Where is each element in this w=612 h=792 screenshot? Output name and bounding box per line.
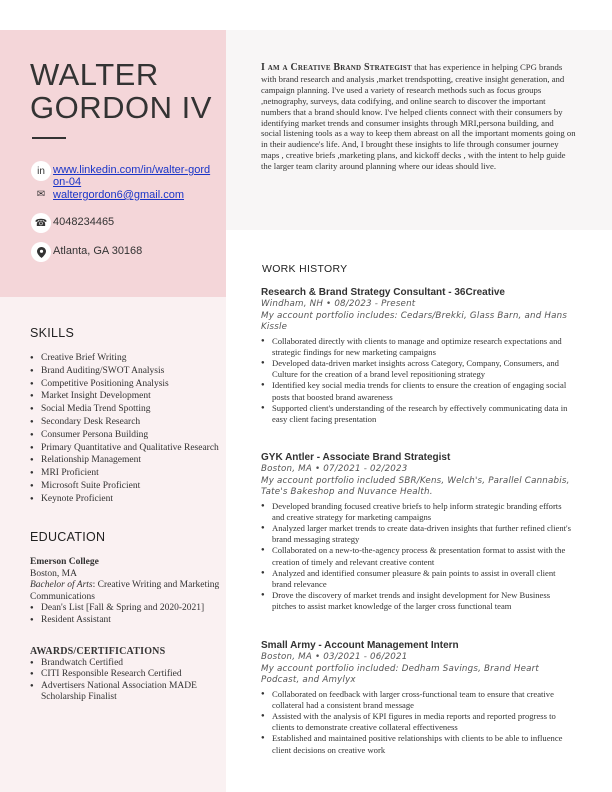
location-text: Atlanta, GA 30168 [53, 245, 143, 257]
degree-type: Bachelor of Arts [30, 580, 93, 591]
linkedin-link[interactable]: www.linkedin.com/in/walter-gordon-04 [53, 164, 211, 188]
first-name: WALTER [30, 57, 159, 92]
work-history-heading: WORK HISTORY [262, 263, 348, 275]
envelope-icon: ✉ [36, 188, 46, 200]
email-link[interactable]: waltergordon6@gmail.com [53, 189, 185, 201]
professional-summary [261, 62, 576, 172]
job-entry [261, 286, 576, 425]
skill-item: ● MRI Proficient [30, 467, 220, 480]
skills-heading: SKILLS [30, 326, 75, 340]
candidate-name [30, 58, 212, 124]
award-item: ● Brandwatch Certified [30, 658, 220, 670]
skill-item: ● Social Media Trend Spotting [30, 403, 220, 416]
linkedin-icon: in [31, 161, 51, 181]
skill-item: ● Secondary Desk Research [30, 416, 220, 429]
job-bullet: ● Supported client's understanding of the research by effectively communicating data in easy client facing presentation [261, 403, 576, 425]
job-title: Research & Brand Strategy Consultant - 36Creative [261, 287, 505, 298]
skill-item: ● Competitive Positioning Analysis [30, 378, 220, 391]
education-heading: EDUCATION [30, 530, 106, 544]
job-bullet: ● Assisted with the analysis of KPI figures in media reports and reported progress to clients to demonstrate creative collateral effectiveness [261, 711, 576, 733]
school-name: Emerson College [30, 557, 99, 567]
job-title: Small Army - Account Management Intern [261, 640, 459, 651]
awards-list [30, 658, 220, 704]
skill-item: ● Primary Quantitative and Qualitative Research [30, 442, 220, 455]
skill-item: ● Consumer Persona Building [30, 429, 220, 442]
education-entry [30, 557, 220, 627]
job-title: GYK Antler - Associate Brand Strategist [261, 452, 451, 463]
skills-list [30, 352, 220, 506]
phone-number: 4048234465 [53, 216, 115, 228]
job-location-dates: Windham, NH • 08/2023 - Present [261, 299, 416, 309]
job-bullet: ● Collaborated directly with clients to manage and optimize research expectations and strategic findings for new marketing campaigns [261, 336, 576, 358]
job-portfolio: My account portfolio includes: Cedars/Brekki, Glass Barn, and Hans Kissle [261, 310, 568, 332]
skill-item: ● Relationship Management [30, 454, 220, 467]
job-bullet: ● Analyzed and identified consumer pleasure & pain points to assist in overall client brand relevance [261, 568, 576, 590]
job-bullet: ● Identified key social media trends for clients to ensure the creation of engaging social posts that boosted brand awareness [261, 380, 576, 402]
job-responsibilities [261, 689, 576, 756]
job-bullet: ● Developed branding focused creative briefs to help inform strategic branding efforts and creative strategy for marketing campaigns [261, 501, 576, 523]
degree-field: : Creative Writing and Marketing Communications [30, 580, 220, 602]
awards-heading: AWARDS/CERTIFICATIONS [30, 646, 166, 657]
job-location-dates: Boston, MA • 03/2021 - 06/2021 [261, 652, 408, 662]
summary-body: that has experience in helping CPG brands with brand research and analysis ,market trendspotting, creative insight generation, and campaign planning. I've used a variety of research methods such as focus groups ,netnography, surveys, data codifying, and online search to discover the important numbers that a brand should know. I've helped clients connect with their consumers by identifying market trends and consumer insights through MRI,persona building, and social listening tools as a way to keep them abreast on all the important moments going on in their audience's life. And, I brought these insights to life through consumer journey maps , creative briefs ,marketing plans, and kickoff decks , with the intent to help guide the larger team clarity around planning where our ideas should live. [261, 62, 576, 172]
last-name: GORDON IV [30, 90, 212, 125]
job-bullet: ● Drove the discovery of market trends and insight development for New Business pitches to assist market knowledge of the larger cross functional team [261, 590, 576, 612]
honor-item: ● Resident Assistant [30, 615, 220, 627]
job-portfolio: My account portfolio included: Dedham Savings, Brand Heart Podcast, and Amylyx [261, 663, 540, 685]
job-entry [261, 639, 576, 756]
job-bullet: ● Established and maintained positive relationships with clients to be able to influence client decisions on creative work [261, 733, 576, 755]
phone-icon: ☎ [31, 213, 51, 233]
job-portfolio: My account portfolio included SBR/Kens, Welch's, Parallel Cannabis, Tate's Bakeshop and Nuvance Health. [261, 475, 570, 497]
school-location: Boston, MA [30, 568, 77, 579]
location-pin-icon [31, 242, 51, 262]
award-item: ● CITI Responsible Research Certified [30, 669, 220, 681]
honor-item: ● Dean's List [Fall & Spring and 2020-2021] [30, 603, 220, 615]
job-location-dates: Boston, MA • 07/2021 - 02/2023 [261, 464, 408, 474]
summary-lead: I am a Creative Brand Strategist [261, 62, 412, 73]
skill-item: ● Creative Brief Writing [30, 352, 220, 365]
job-bullet: ● Collaborated on a new-to-the-agency process & presentation format to assist with the creation of timely and relevant creative content [261, 545, 576, 567]
award-item: ● Advertisers National Association MADE Scholarship Finalist [30, 681, 220, 704]
skill-item: ● Market Insight Development [30, 390, 220, 403]
name-divider [32, 137, 66, 139]
job-bullet: ● Developed data-driven market insights across Category, Company, Consumers, and Culture for the creation of a brand level repositioning strategy [261, 358, 576, 380]
job-responsibilities [261, 501, 576, 613]
skill-item: ● Brand Auditing/SWOT Analysis [30, 365, 220, 378]
honors-list [30, 603, 220, 626]
degree [30, 580, 220, 603]
job-bullet: ● Analyzed larger market trends to create data-driven insights that further refined client's brand messaging strategy [261, 523, 576, 545]
skill-item: ● Microsoft Suite Proficient [30, 480, 220, 493]
job-bullet: ● Collaborated on feedback with larger cross-functional team to ensure that creative collateral had a consistent brand message [261, 689, 576, 711]
awards-section [30, 646, 220, 704]
skill-item: ● Keynote Proficient [30, 493, 220, 506]
job-responsibilities [261, 336, 576, 426]
job-entry [261, 451, 576, 613]
